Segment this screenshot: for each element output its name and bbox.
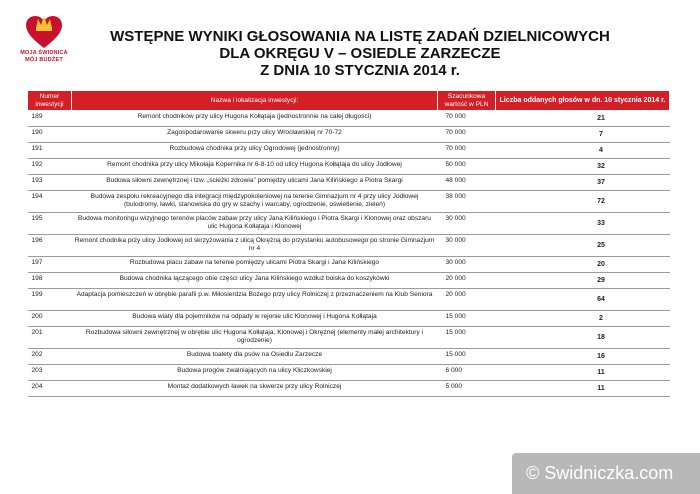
cell-votes: 7: [496, 127, 670, 143]
cell-votes: 21: [496, 111, 670, 127]
cell-name: Rozbudowa placu zabaw na terenie pomiędzy ulicami Piotra Skargi i Jana Kilińskiego: [72, 257, 438, 273]
cell-name: Rozbudowa chodnika przy ulicy Ogrodowej (jednostronny): [72, 143, 438, 159]
table-header-row: [28, 91, 670, 111]
cell-cost: 15 000: [438, 311, 496, 327]
table-row: [28, 143, 670, 159]
cell-cost: 30 000: [438, 235, 496, 257]
table-row: [28, 111, 670, 127]
cell-votes: 4: [496, 143, 670, 159]
header-votes: Liczba oddanych głosów w dn. 10 stycznia 2014 r.: [496, 91, 670, 111]
header-number: Numer inwestycji: [28, 91, 72, 111]
table-row: [28, 273, 670, 289]
header-name: Nazwa i lokalizacja inwestycji:: [72, 91, 438, 111]
cell-name: Budowa zespołu rekreacyjnego dla integracji międzypokoleniowej na terenie Gimnazjum nr 4 przy ulicy Jodłowej (bulodromy, ławki, stanowiska do gry w szachy i warcaby, ogrodzenie, oświetlenie, zieleń): [72, 191, 438, 213]
cell-number: 192: [28, 159, 72, 175]
cell-cost: 6 000: [438, 365, 496, 381]
cell-name: Budowa progów zwalniających na ulicy Kliczkowskiej: [72, 365, 438, 381]
cell-votes: 11: [496, 365, 670, 381]
cell-number: 202: [28, 349, 72, 365]
watermark-text: © Swidniczka.com: [526, 463, 674, 483]
cell-cost: 15 000: [438, 327, 496, 349]
table-row: [28, 127, 670, 143]
table-row: [28, 381, 670, 397]
cell-name: Remont chodnika przy ulicy Mikołaja Kopernika nr 6-8-10 od ulicy Hugona Kołłątaja do ulicy Jodłowej: [72, 159, 438, 175]
cell-number: 199: [28, 289, 72, 311]
logo-line-2: MÓJ BUDŻET: [25, 57, 63, 63]
cell-cost: 20 000: [438, 273, 496, 289]
cell-name: Adaptacja pomieszczeń w obrębie parafii p.w. Miłosierdzia Bożego przy ulicy Rolniczej z przeznaczeniem na Klub Seniora: [72, 289, 438, 311]
cell-number: 193: [28, 175, 72, 191]
table-row: [28, 257, 670, 273]
logo: [14, 8, 74, 68]
cell-name: Remont chodników przy ulicy Hugona Kołłątaja (jednostronnie na całej długości): [72, 111, 438, 127]
cell-cost: 38 000: [438, 191, 496, 213]
cell-cost: 48 000: [438, 175, 496, 191]
logo-line-1: MOJA ŚWIDNICA: [20, 50, 68, 56]
page-title: [80, 28, 640, 79]
cell-cost: 30 000: [438, 257, 496, 273]
cell-number: 198: [28, 273, 72, 289]
cell-votes: 2: [496, 311, 670, 327]
table-row: [28, 349, 670, 365]
cell-cost: 70 000: [438, 143, 496, 159]
cell-name: Montaż dodatkowych ławek na skwerze przy ulicy Rolniczej: [72, 381, 438, 397]
cell-name: Budowa monitoringu wizyjnego terenów placów zabaw przy ulicy Jana Kilińskiego i Piotra Skargi i Klonowej oraz obszaru ulic Hugona Kołłątaja i Klonowej: [72, 213, 438, 235]
table-row: [28, 159, 670, 175]
table-row: [28, 191, 670, 213]
title-line-2: DLA OKRĘGU V – OSIEDLE ZARZECZE: [219, 45, 501, 62]
cell-cost: 20 000: [438, 289, 496, 311]
cell-number: 191: [28, 143, 72, 159]
cell-votes: 20: [496, 257, 670, 273]
cell-votes: 33: [496, 213, 670, 235]
cell-name: Rozbudowa siłowni zewnętrznej w obrębie ulic Hugona Kołłątaja, Klonowej i Okrężnej (elementy małej architektury i ogrodzenie): [72, 327, 438, 349]
cell-number: 190: [28, 127, 72, 143]
cell-votes: 64: [496, 289, 670, 311]
watermark: [512, 453, 700, 494]
cell-number: 197: [28, 257, 72, 273]
table-row: [28, 365, 670, 381]
table-row: [28, 175, 670, 191]
table-row: [28, 311, 670, 327]
cell-name: Budowa wiaty dla pojemników na odpady w rejonie ulic Klonowej i Hugona Kołłątaja: [72, 311, 438, 327]
cell-votes: 72: [496, 191, 670, 213]
cell-cost: 70 000: [438, 127, 496, 143]
cell-number: 194: [28, 191, 72, 213]
cell-name: Budowa toalety dla psów na Osiedlu Zarzecze: [72, 349, 438, 365]
table-body: [28, 111, 670, 397]
cell-votes: 18: [496, 327, 670, 349]
header-cost: Szacunkowa wartość w PLN: [438, 91, 496, 111]
cell-number: 189: [28, 111, 72, 127]
cell-cost: 15 000: [438, 349, 496, 365]
cell-cost: 50 000: [438, 159, 496, 175]
cell-name: Budowa chodnika łączącego obie części ulicy Jana Kilińskiego wzdłuż boiska do koszykówki: [72, 273, 438, 289]
cell-votes: 32: [496, 159, 670, 175]
cell-cost: 5 000: [438, 381, 496, 397]
results-table: [27, 90, 670, 397]
cell-votes: 29: [496, 273, 670, 289]
cell-cost: 70 000: [438, 111, 496, 127]
cell-cost: 30 000: [438, 213, 496, 235]
cell-number: 204: [28, 381, 72, 397]
cell-name: Remont chodnika przy ulicy Jodłowej od skrzyżowania z ulicą Okrężną do przystanku autobusowego po stronie Gimnazjum nr 4: [72, 235, 438, 257]
cell-name: Budowa siłowni zewnętrznej i tzw. „ścieżki zdrowia” pomiędzy ulicami Jana Kilińskiego a Piotra Skargi: [72, 175, 438, 191]
table-row: [28, 235, 670, 257]
cell-name: Zagospodarowanie skweru przy ulicy Wrocławskiej nr 70-72: [72, 127, 438, 143]
cell-number: 195: [28, 213, 72, 235]
table-row: [28, 213, 670, 235]
crown-heart-icon: [22, 8, 66, 50]
cell-number: 203: [28, 365, 72, 381]
cell-number: 201: [28, 327, 72, 349]
title-line-1: WSTĘPNE WYNIKI GŁOSOWANIA NA LISTĘ ZADAŃ DZIELNICOWYCH: [110, 28, 610, 45]
table-row: [28, 327, 670, 349]
cell-votes: 16: [496, 349, 670, 365]
cell-votes: 25: [496, 235, 670, 257]
cell-number: 200: [28, 311, 72, 327]
cell-votes: 37: [496, 175, 670, 191]
cell-votes: 11: [496, 381, 670, 397]
table-row: [28, 289, 670, 311]
cell-number: 196: [28, 235, 72, 257]
title-line-3: Z DNIA 10 STYCZNIA 2014 r.: [260, 62, 460, 79]
